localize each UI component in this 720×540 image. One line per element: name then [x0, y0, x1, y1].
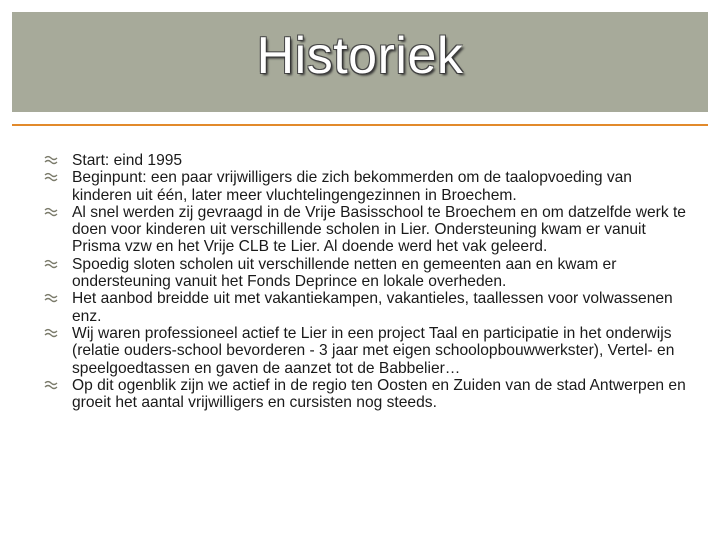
list-item	[44, 256, 694, 291]
list-item-text: Al snel werden zij gevraagd in de Vrije Basisschool te Broechem en om datzelfde werk te doen voor kinderen uit verschillende scholen in Lier. Ondersteuning kwam er vanuit Prisma vzw en het Vrije CLB te Lier. Al doende werd het vak geleerd.	[72, 203, 686, 256]
wave-bullet-icon	[44, 327, 60, 339]
list-item	[44, 290, 694, 325]
slide-title: Historiek	[256, 27, 464, 85]
list-item	[44, 204, 694, 256]
list-item-text: Het aanbod breidde uit met vakantiekampen, vakantieles, taallessen voor volwassenen enz.	[72, 290, 673, 325]
list-item	[44, 377, 694, 412]
title-band	[0, 0, 720, 124]
list-item	[44, 325, 694, 377]
wave-bullet-icon	[44, 292, 60, 304]
list-item-text: Spoedig sloten scholen uit verschillende netten en gemeenten aan en kwam er ondersteuning vanuit het Fonds Deprince en lokale overheden.	[72, 255, 617, 291]
title-divider	[12, 124, 708, 126]
list-item-text: Wij waren professioneel actief te Lier in een project Taal en participatie in het onderwijs (relatie ouders-school bevorderen - 3 jaar met eigen schoolopbouwwerkster), Vertel- en speelgoedtassen en gaven de aanzet tot de Babbelier…	[72, 324, 675, 377]
list-item	[44, 169, 694, 204]
list-item-text: Beginpunt: een paar vrijwilligers die zich bekommerden om de taalopvoeding van kinderen uit één, later meer vluchtelingengezinnen in Broechem.	[72, 169, 632, 204]
wave-bullet-icon	[44, 171, 60, 183]
wave-bullet-icon	[44, 258, 60, 270]
bullet-list	[44, 152, 694, 411]
wave-bullet-icon	[44, 154, 60, 166]
wave-bullet-icon	[44, 379, 60, 391]
list-item-text: Op dit ogenblik zijn we actief in de regio ten Oosten en Zuiden van de stad Antwerpen en groeit het aantal vrijwilligers en cursisten nog steeds.	[72, 376, 686, 412]
list-item-text: Start: eind 1995	[72, 152, 183, 169]
list-item	[44, 152, 694, 169]
wave-bullet-icon	[44, 206, 60, 218]
